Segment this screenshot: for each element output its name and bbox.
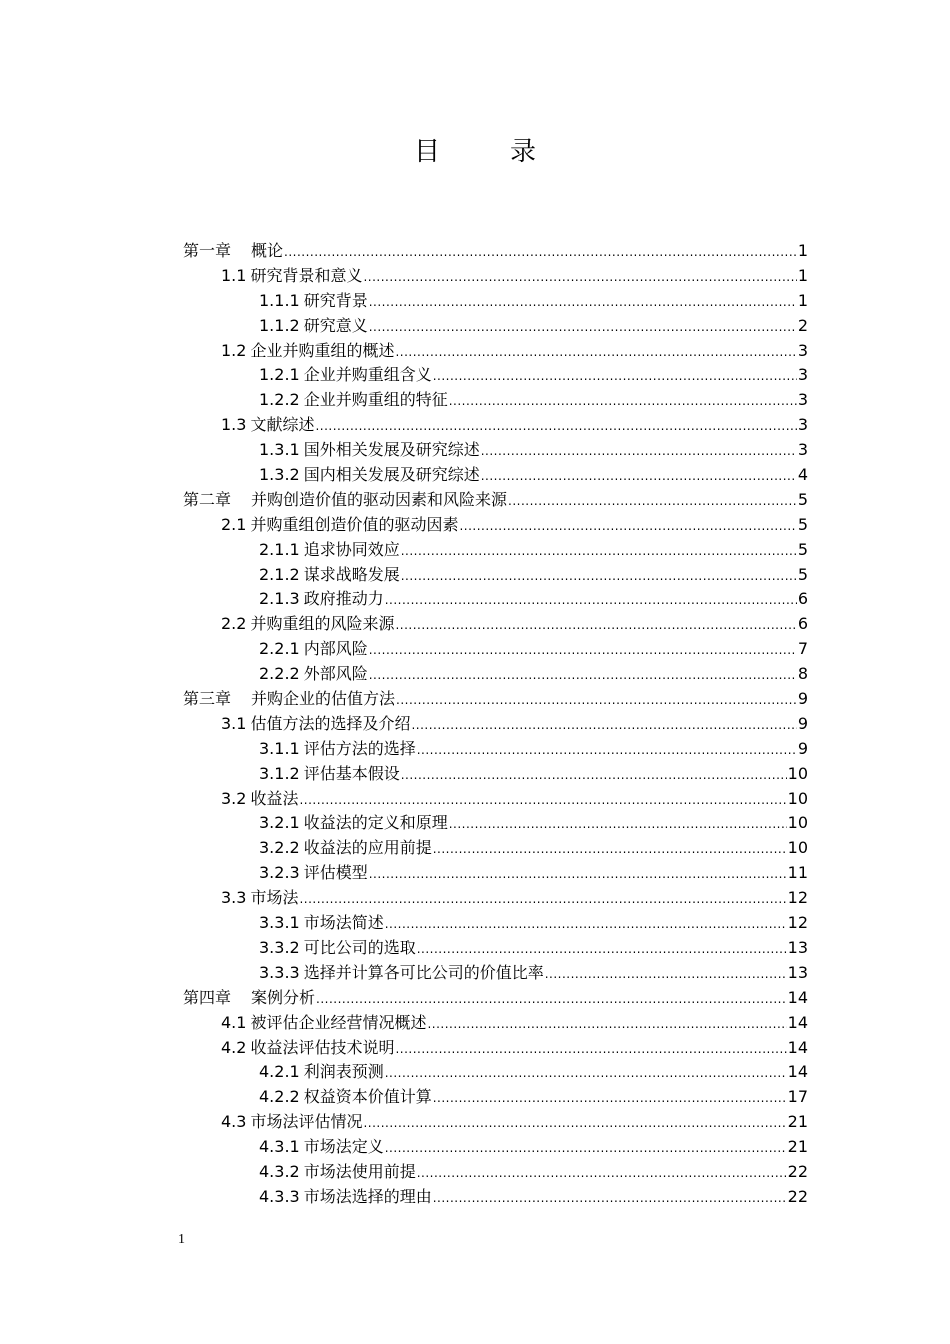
toc-dot-leader bbox=[315, 414, 796, 439]
toc-dot-leader bbox=[369, 862, 787, 887]
toc-entry-page: 5 bbox=[797, 539, 808, 559]
toc-entry-number: 3.2.2 bbox=[259, 838, 300, 858]
toc-entry-page: 3 bbox=[797, 390, 808, 410]
toc-entry-title: 利润表预测 bbox=[303, 1062, 384, 1082]
toc-entry-title: 研究背景 bbox=[303, 290, 368, 310]
toc-dot-leader bbox=[411, 713, 796, 738]
toc-entry-title: 并购重组的风险来源 bbox=[250, 614, 395, 634]
toc-entry-title: 并购企业的估值方法 bbox=[251, 689, 396, 709]
toc-entry-number: 1.2 bbox=[221, 340, 247, 360]
toc-dot-leader bbox=[433, 1186, 787, 1211]
toc-dot-leader bbox=[401, 763, 787, 788]
toc-entry-page: 14 bbox=[787, 1062, 808, 1082]
toc-dot-leader bbox=[508, 489, 797, 514]
toc-dot-leader bbox=[459, 514, 796, 539]
toc-entry-number: 3.1 bbox=[221, 713, 247, 733]
toc-entry-title: 企业并购重组的概述 bbox=[250, 340, 395, 360]
toc-entry[interactable] bbox=[183, 513, 808, 538]
toc-entry-number: 4.3.2 bbox=[259, 1161, 300, 1181]
toc-dot-leader bbox=[449, 389, 797, 414]
toc-entry[interactable] bbox=[183, 463, 808, 488]
toc-entry[interactable] bbox=[183, 264, 808, 289]
toc-entry-number: 1.3.2 bbox=[259, 465, 300, 485]
toc-entry-title: 评估基本假设 bbox=[303, 763, 400, 783]
toc-entry[interactable] bbox=[183, 811, 808, 836]
toc-dot-leader bbox=[299, 887, 786, 912]
toc-entry[interactable] bbox=[183, 388, 808, 413]
toc-entry-number: 1.3.1 bbox=[259, 440, 300, 460]
toc-entry-page: 21 bbox=[787, 1137, 808, 1157]
toc-entry-page: 9 bbox=[797, 689, 808, 709]
toc-entry[interactable] bbox=[183, 787, 808, 812]
footer-page-number: 1 bbox=[178, 1232, 185, 1247]
toc-entry-number: 3.3.3 bbox=[259, 962, 300, 982]
toc-entry-number: 第三章 bbox=[183, 689, 232, 709]
toc-dot-leader bbox=[395, 340, 796, 365]
toc-entry-number: 4.3.1 bbox=[259, 1137, 300, 1157]
toc-entry-title: 被评估企业经营情况概述 bbox=[250, 1012, 427, 1032]
toc-entry-number: 1.2.2 bbox=[259, 390, 300, 410]
toc-entry-number: 3.3.1 bbox=[259, 913, 300, 933]
toc-entry-title: 权益资本价值计算 bbox=[303, 1087, 432, 1107]
toc-entry-page: 1 bbox=[797, 241, 808, 260]
toc-entry-title: 估值方法的选择及介绍 bbox=[250, 713, 411, 733]
toc-entry[interactable] bbox=[183, 936, 808, 961]
toc-dot-leader bbox=[385, 1136, 787, 1161]
toc-entry-page: 14 bbox=[787, 1037, 808, 1057]
toc-entry-title: 评估模型 bbox=[303, 863, 368, 883]
toc-dot-leader bbox=[427, 1012, 786, 1037]
toc-dot-leader bbox=[433, 837, 787, 862]
toc-dot-leader bbox=[545, 962, 787, 987]
toc-dot-leader bbox=[401, 564, 797, 589]
toc-dot-leader bbox=[395, 1037, 786, 1062]
toc-entry-number: 第一章 bbox=[183, 241, 232, 260]
toc-entry-number: 4.2.2 bbox=[259, 1087, 300, 1107]
toc-entry-title: 市场法评估情况 bbox=[250, 1112, 363, 1132]
toc-entry[interactable] bbox=[183, 712, 808, 737]
toc-dot-leader bbox=[369, 663, 797, 688]
toc-entry-title: 并购重组创造价值的驱动因素 bbox=[250, 514, 459, 534]
toc-entry-title: 市场法简述 bbox=[303, 913, 384, 933]
toc-dot-leader bbox=[417, 738, 797, 763]
toc-entry-title: 市场法定义 bbox=[303, 1137, 384, 1157]
toc-dot-leader bbox=[417, 937, 787, 962]
toc-entry-title: 研究意义 bbox=[303, 315, 368, 335]
toc-entry-title: 研究背景和意义 bbox=[250, 265, 363, 285]
toc-entry[interactable] bbox=[183, 339, 808, 364]
toc-entry-title: 内部风险 bbox=[303, 639, 368, 659]
toc-entry[interactable] bbox=[183, 762, 808, 787]
toc-entry-number: 1.1.2 bbox=[259, 315, 300, 335]
table-of-contents bbox=[183, 239, 808, 1210]
toc-entry-title: 选择并计算各可比公司的价值比率 bbox=[303, 962, 544, 982]
toc-entry-title: 可比公司的选取 bbox=[303, 937, 416, 957]
toc-entry[interactable] bbox=[183, 413, 808, 438]
toc-entry[interactable] bbox=[183, 1011, 808, 1036]
toc-entry-page: 7 bbox=[797, 639, 808, 659]
toc-entry-number: 4.1 bbox=[221, 1012, 247, 1032]
toc-entry-number: 3.3 bbox=[221, 888, 247, 908]
toc-dot-leader bbox=[396, 688, 797, 713]
toc-entry[interactable] bbox=[183, 1110, 808, 1135]
toc-entry-number: 3.3.2 bbox=[259, 937, 300, 957]
toc-entry[interactable] bbox=[183, 612, 808, 637]
toc-entry[interactable] bbox=[183, 239, 808, 264]
toc-entry-page: 6 bbox=[797, 589, 808, 609]
toc-dot-leader bbox=[395, 613, 796, 638]
toc-entry-page: 3 bbox=[797, 340, 808, 360]
toc-entry[interactable] bbox=[183, 1060, 808, 1085]
toc-entry-page: 10 bbox=[787, 788, 808, 808]
page-title: 目 录 bbox=[413, 137, 558, 167]
toc-dot-leader bbox=[385, 588, 797, 613]
toc-entry-page: 3 bbox=[797, 440, 808, 460]
toc-entry-title: 市场法 bbox=[250, 888, 299, 908]
toc-entry-page: 8 bbox=[797, 664, 808, 684]
toc-entry[interactable] bbox=[183, 438, 808, 463]
toc-entry-number: 3.2 bbox=[221, 788, 247, 808]
toc-entry-page: 21 bbox=[787, 1112, 808, 1132]
toc-entry[interactable] bbox=[183, 1036, 808, 1061]
toc-entry-page: 6 bbox=[797, 614, 808, 634]
toc-entry-page: 10 bbox=[787, 813, 808, 833]
toc-dot-leader bbox=[369, 315, 797, 340]
toc-entry-number: 第四章 bbox=[183, 987, 232, 1007]
toc-entry-title: 概论 bbox=[251, 241, 284, 260]
toc-entry-page: 9 bbox=[797, 713, 808, 733]
toc-entry-title: 市场法使用前提 bbox=[303, 1161, 416, 1181]
toc-entry-number: 4.3.3 bbox=[259, 1186, 300, 1206]
toc-dot-leader bbox=[449, 812, 787, 837]
toc-entry-page: 3 bbox=[797, 365, 808, 385]
toc-entry[interactable] bbox=[183, 1185, 808, 1210]
toc-entry-page: 5 bbox=[797, 514, 808, 534]
toc-entry[interactable] bbox=[183, 1085, 808, 1110]
toc-dot-leader bbox=[401, 539, 797, 564]
toc-entry-number: 1.2.1 bbox=[259, 365, 300, 385]
toc-entry-number: 4.2 bbox=[221, 1037, 247, 1057]
toc-entry[interactable] bbox=[183, 687, 808, 712]
toc-entry-number: 1.3 bbox=[221, 415, 247, 435]
toc-entry[interactable] bbox=[183, 289, 808, 314]
toc-entry-title: 国外相关发展及研究综述 bbox=[303, 440, 480, 460]
toc-entry-number: 2.1.3 bbox=[259, 589, 300, 609]
toc-entry-page: 12 bbox=[787, 888, 808, 908]
toc-entry-title: 案例分析 bbox=[251, 987, 316, 1007]
toc-dot-leader bbox=[284, 240, 797, 265]
toc-entry[interactable] bbox=[183, 911, 808, 936]
toc-dot-leader bbox=[433, 364, 797, 389]
toc-entry-page: 22 bbox=[787, 1161, 808, 1181]
toc-dot-leader bbox=[417, 1161, 787, 1186]
toc-entry-page: 5 bbox=[797, 564, 808, 584]
toc-entry-page: 10 bbox=[787, 763, 808, 783]
toc-entry[interactable] bbox=[183, 961, 808, 986]
toc-dot-leader bbox=[385, 1061, 787, 1086]
toc-entry-title: 收益法 bbox=[250, 788, 299, 808]
toc-entry-page: 10 bbox=[787, 838, 808, 858]
toc-entry-number: 3.1.2 bbox=[259, 763, 300, 783]
toc-entry[interactable] bbox=[183, 1135, 808, 1160]
toc-entry-page: 3 bbox=[797, 415, 808, 435]
toc-entry-title: 文献综述 bbox=[250, 415, 315, 435]
toc-entry-number: 第二章 bbox=[183, 489, 232, 509]
toc-entry-page: 14 bbox=[787, 987, 808, 1007]
toc-dot-leader bbox=[369, 638, 797, 663]
toc-dot-leader bbox=[363, 1111, 786, 1136]
toc-dot-leader bbox=[369, 290, 797, 315]
toc-entry-title: 企业并购重组含义 bbox=[303, 365, 432, 385]
toc-entry[interactable] bbox=[183, 587, 808, 612]
toc-entry-page: 9 bbox=[797, 738, 808, 758]
toc-entry[interactable] bbox=[183, 637, 808, 662]
toc-entry-title: 评估方法的选择 bbox=[303, 738, 416, 758]
toc-entry-page: 4 bbox=[797, 465, 808, 485]
toc-entry-number: 2.2.1 bbox=[259, 639, 300, 659]
toc-entry[interactable] bbox=[183, 662, 808, 687]
toc-entry-title: 外部风险 bbox=[303, 664, 368, 684]
toc-entry-page: 1 bbox=[797, 290, 808, 310]
toc-entry-number: 3.1.1 bbox=[259, 738, 300, 758]
toc-entry-title: 追求协同效应 bbox=[303, 539, 400, 559]
toc-dot-leader bbox=[481, 439, 797, 464]
toc-entry-page: 2 bbox=[797, 315, 808, 335]
toc-entry-page: 1 bbox=[797, 265, 808, 285]
toc-entry[interactable] bbox=[183, 836, 808, 861]
toc-entry-title: 收益法评估技术说明 bbox=[250, 1037, 395, 1057]
toc-dot-leader bbox=[385, 912, 787, 937]
toc-entry[interactable] bbox=[183, 488, 808, 513]
toc-entry-title: 收益法的应用前提 bbox=[303, 838, 432, 858]
toc-entry-number: 4.3 bbox=[221, 1112, 247, 1132]
toc-dot-leader bbox=[433, 1086, 787, 1111]
toc-entry-number: 2.1.1 bbox=[259, 539, 300, 559]
toc-entry-title: 政府推动力 bbox=[303, 589, 384, 609]
toc-entry-number: 2.2.2 bbox=[259, 664, 300, 684]
toc-entry-title: 收益法的定义和原理 bbox=[303, 813, 448, 833]
toc-entry-number: 1.1 bbox=[221, 265, 247, 285]
toc-entry[interactable] bbox=[183, 861, 808, 886]
toc-entry-page: 13 bbox=[787, 962, 808, 982]
toc-entry-number: 4.2.1 bbox=[259, 1062, 300, 1082]
toc-entry[interactable] bbox=[183, 538, 808, 563]
toc-entry-page: 17 bbox=[787, 1087, 808, 1107]
toc-entry[interactable] bbox=[183, 1160, 808, 1185]
toc-entry-title: 市场法选择的理由 bbox=[303, 1186, 432, 1206]
toc-entry-number: 2.1 bbox=[221, 514, 247, 534]
toc-entry-number: 2.2 bbox=[221, 614, 247, 634]
toc-entry-page: 13 bbox=[787, 937, 808, 957]
toc-entry[interactable] bbox=[183, 886, 808, 911]
toc-entry[interactable] bbox=[183, 563, 808, 588]
toc-entry[interactable] bbox=[183, 314, 808, 339]
toc-dot-leader bbox=[481, 464, 797, 489]
toc-entry-title: 国内相关发展及研究综述 bbox=[303, 465, 480, 485]
toc-entry-number: 2.1.2 bbox=[259, 564, 300, 584]
toc-entry-page: 22 bbox=[787, 1186, 808, 1206]
toc-entry-title: 谋求战略发展 bbox=[303, 564, 400, 584]
toc-entry-page: 11 bbox=[787, 863, 808, 883]
toc-entry-title: 企业并购重组的特征 bbox=[303, 390, 448, 410]
toc-entry[interactable] bbox=[183, 986, 808, 1011]
toc-dot-leader bbox=[316, 987, 787, 1012]
toc-dot-leader bbox=[299, 788, 786, 813]
toc-entry-page: 5 bbox=[797, 489, 808, 509]
toc-entry[interactable] bbox=[183, 737, 808, 762]
toc-dot-leader bbox=[363, 265, 796, 290]
toc-entry-title: 并购创造价值的驱动因素和风险来源 bbox=[251, 489, 508, 509]
toc-entry-number: 3.2.3 bbox=[259, 863, 300, 883]
toc-entry-number: 3.2.1 bbox=[259, 813, 300, 833]
toc-entry-page: 14 bbox=[787, 1012, 808, 1032]
toc-entry[interactable] bbox=[183, 363, 808, 388]
toc-entry-number: 1.1.1 bbox=[259, 290, 300, 310]
toc-entry-page: 12 bbox=[787, 913, 808, 933]
